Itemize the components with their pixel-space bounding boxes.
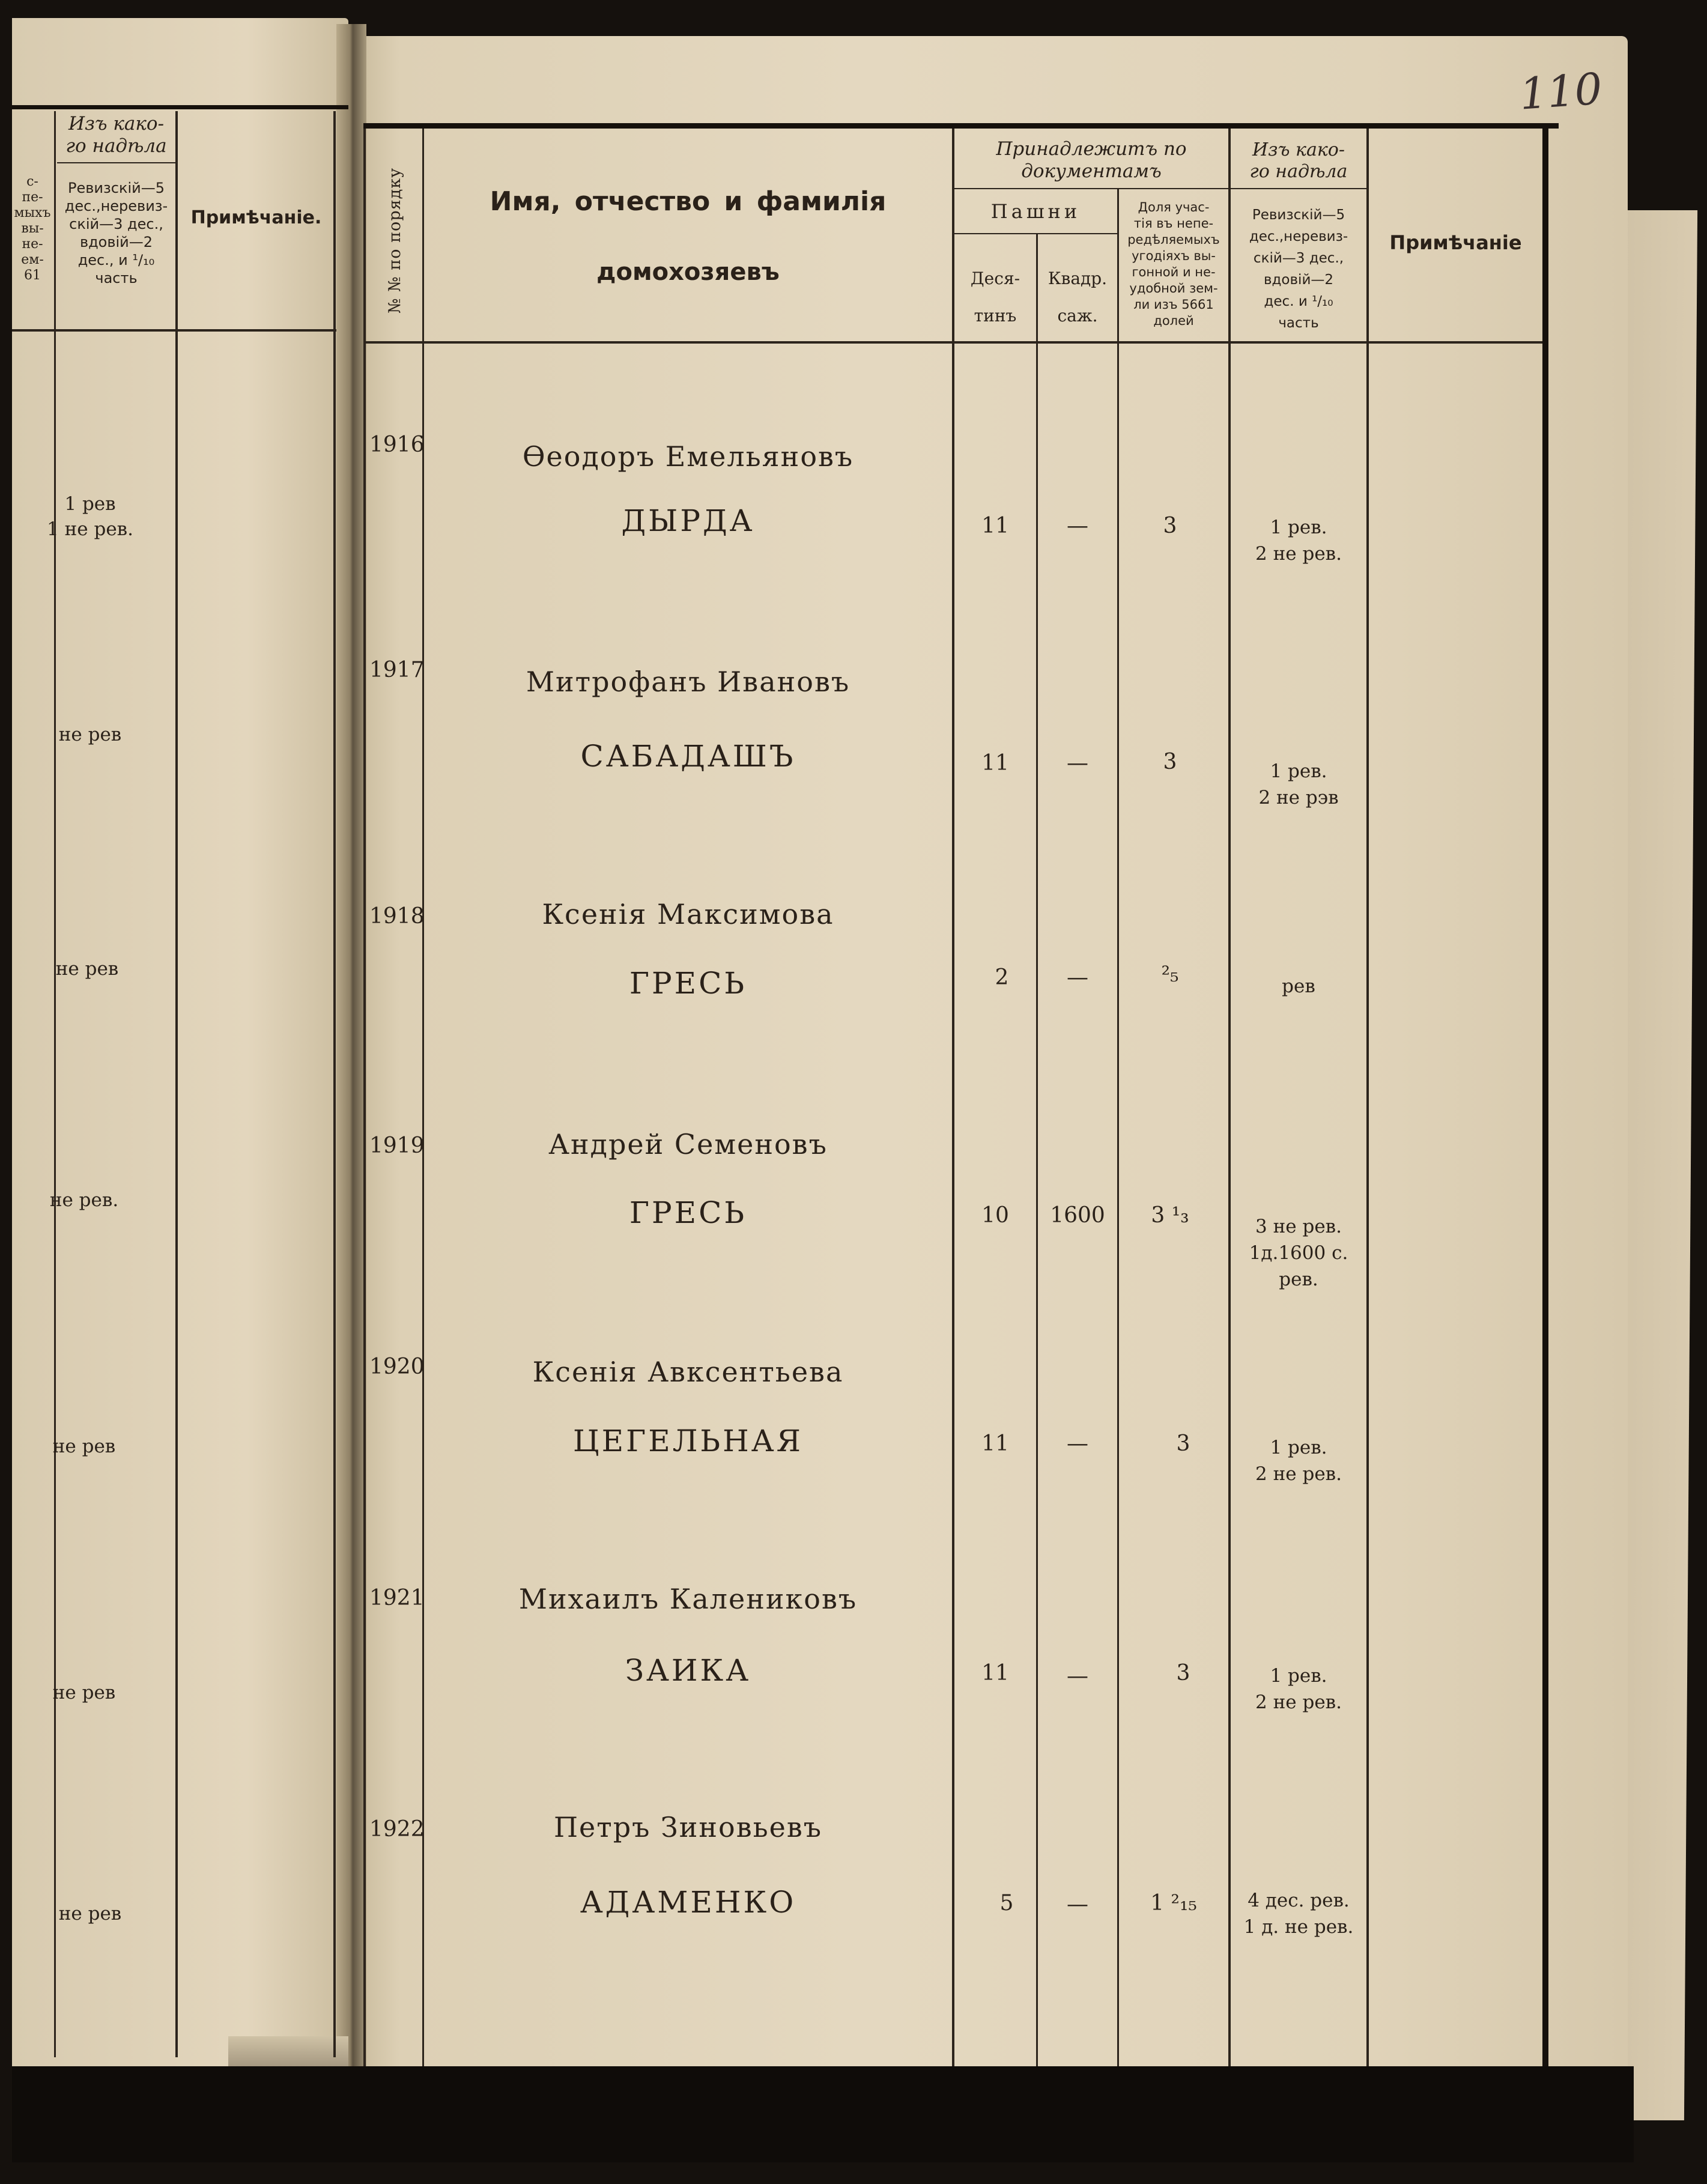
left-header-nadel-sub: Ревизскій—5 дес.,неревиз- скій—3 дес., вдовій—2 дес., и ¹/₁₀ часть: [64, 180, 168, 287]
dolya-value: 3: [1176, 1431, 1190, 1456]
kvadr-value: 1600: [1050, 1203, 1105, 1228]
dolya-value: 1 ²₁₅: [1150, 1891, 1197, 1916]
kvadr-value: —: [1067, 1431, 1088, 1456]
header-dolya: Доля учас- тія въ непе- редѣляемыхъ угодіяхъ вы- гонной и не- удобной зем- ли изъ 5661 долей: [1127, 200, 1220, 328]
left-note: не рев: [52, 1682, 116, 1703]
householder-name: Петръ Зиновьевъ: [553, 1811, 823, 1843]
householder-surname: ГРЕСЬ: [629, 1195, 747, 1230]
desyatin-value: 2: [995, 965, 1009, 990]
left-header-fragment: с- пе- мыхъ вы- не- ем- 61: [14, 174, 51, 283]
row-number: 1919: [369, 1133, 425, 1158]
left-note: не рев: [58, 1903, 122, 1925]
row-number: 1918: [369, 904, 425, 929]
header-name-line2: домохозяевъ: [596, 258, 780, 286]
left-note: не рев: [55, 958, 119, 980]
dolya-value: 3: [1176, 1661, 1190, 1685]
kvadr-value: —: [1067, 751, 1088, 775]
desyatin-value: 11: [981, 751, 1009, 775]
dolya-value: ²₅: [1161, 962, 1179, 987]
desyatin-value: 11: [981, 1661, 1009, 1685]
nadel-value: рев: [1282, 975, 1315, 997]
header-prim: Примѣчаніе: [1389, 231, 1522, 254]
householder-surname: ДЫРДА: [621, 503, 755, 538]
header-desyatin: Деся- тинъ: [970, 268, 1020, 326]
kvadr-value: —: [1067, 1892, 1088, 1917]
header-nadel: Изъ како- го надѣла: [1249, 139, 1348, 182]
kvadr-value: —: [1067, 1664, 1088, 1688]
nadel-value: 3 не рев. 1д.1600 с. рев.: [1249, 1216, 1348, 1290]
householder-surname: АДАМЕНКО: [580, 1885, 796, 1920]
householder-name: Михаилъ Калениковъ: [518, 1583, 858, 1615]
householder-name: Митрофанъ Ивановъ: [526, 666, 850, 698]
row-number: 1917: [369, 658, 425, 682]
nadel-value: 4 дес. рев. 1 д. не рев.: [1243, 1890, 1354, 1938]
left-header-prim: Примѣчаніе.: [190, 207, 322, 228]
header-name-line1: Имя, отчество и фамилія: [490, 186, 887, 217]
left-note: не рев.: [49, 1189, 119, 1211]
nadel-value: 1 рев. 2 не рэв: [1258, 760, 1339, 808]
book-gutter: [336, 24, 366, 2078]
desyatin-value: 11: [981, 514, 1009, 538]
householder-name: Андрей Семеновъ: [548, 1128, 828, 1160]
nadel-value: 1 рев. 2 не рев.: [1255, 1665, 1342, 1713]
nadel-value: 1 рев. 2 не рев.: [1255, 517, 1342, 565]
row-number: 1916: [369, 432, 425, 457]
dolya-value: 3: [1163, 750, 1177, 774]
row-number: 1921: [369, 1586, 425, 1610]
desyatin-value: 10: [981, 1203, 1009, 1228]
desyatin-value: 5: [999, 1891, 1014, 1916]
page-number: 110: [1518, 63, 1604, 120]
header-docs: Принадлежитъ по документамъ: [996, 138, 1187, 182]
dolya-value: 3 ¹₃: [1151, 1203, 1189, 1228]
householder-surname: САБАДАШЪ: [580, 739, 796, 774]
row-number: 1920: [369, 1354, 425, 1379]
left-note: не рев: [52, 1436, 116, 1457]
header-row-number: № № по порядку: [386, 167, 404, 314]
kvadr-value: —: [1067, 965, 1088, 990]
header-kvadr: Квадр. саж.: [1048, 268, 1108, 326]
left-header-nadel: Изъ како- го надѣла: [65, 113, 167, 157]
householder-surname: ГРЕСЬ: [629, 966, 747, 1001]
header-nadel-sub: Ревизскій—5 дес.,неревиз- скій—3 дес., вдовій—2 дес. и ¹/₁₀ часть: [1249, 207, 1348, 331]
left-note: 1 рев 1 не рев.: [47, 493, 133, 540]
kvadr-value: —: [1067, 514, 1088, 538]
table-surface: [12, 2066, 1634, 2162]
dolya-value: 3: [1163, 514, 1177, 538]
householder-surname: ЗАИКА: [625, 1653, 751, 1688]
householder-name: Ксенія Максимова: [542, 898, 834, 930]
row-number: 1922: [369, 1817, 425, 1842]
left-note: не рев: [58, 724, 122, 745]
householder-name: Ѳеодоръ Емельяновъ: [522, 440, 854, 473]
header-pashni: Пашни: [990, 200, 1081, 223]
left-page: [12, 18, 348, 2072]
householder-name: Ксенія Авксентьева: [532, 1356, 844, 1388]
desyatin-value: 11: [981, 1431, 1009, 1456]
nadel-value: 1 рев. 2 не рев.: [1255, 1437, 1342, 1485]
householder-surname: ЦЕГЕЛЬНАЯ: [573, 1424, 803, 1458]
